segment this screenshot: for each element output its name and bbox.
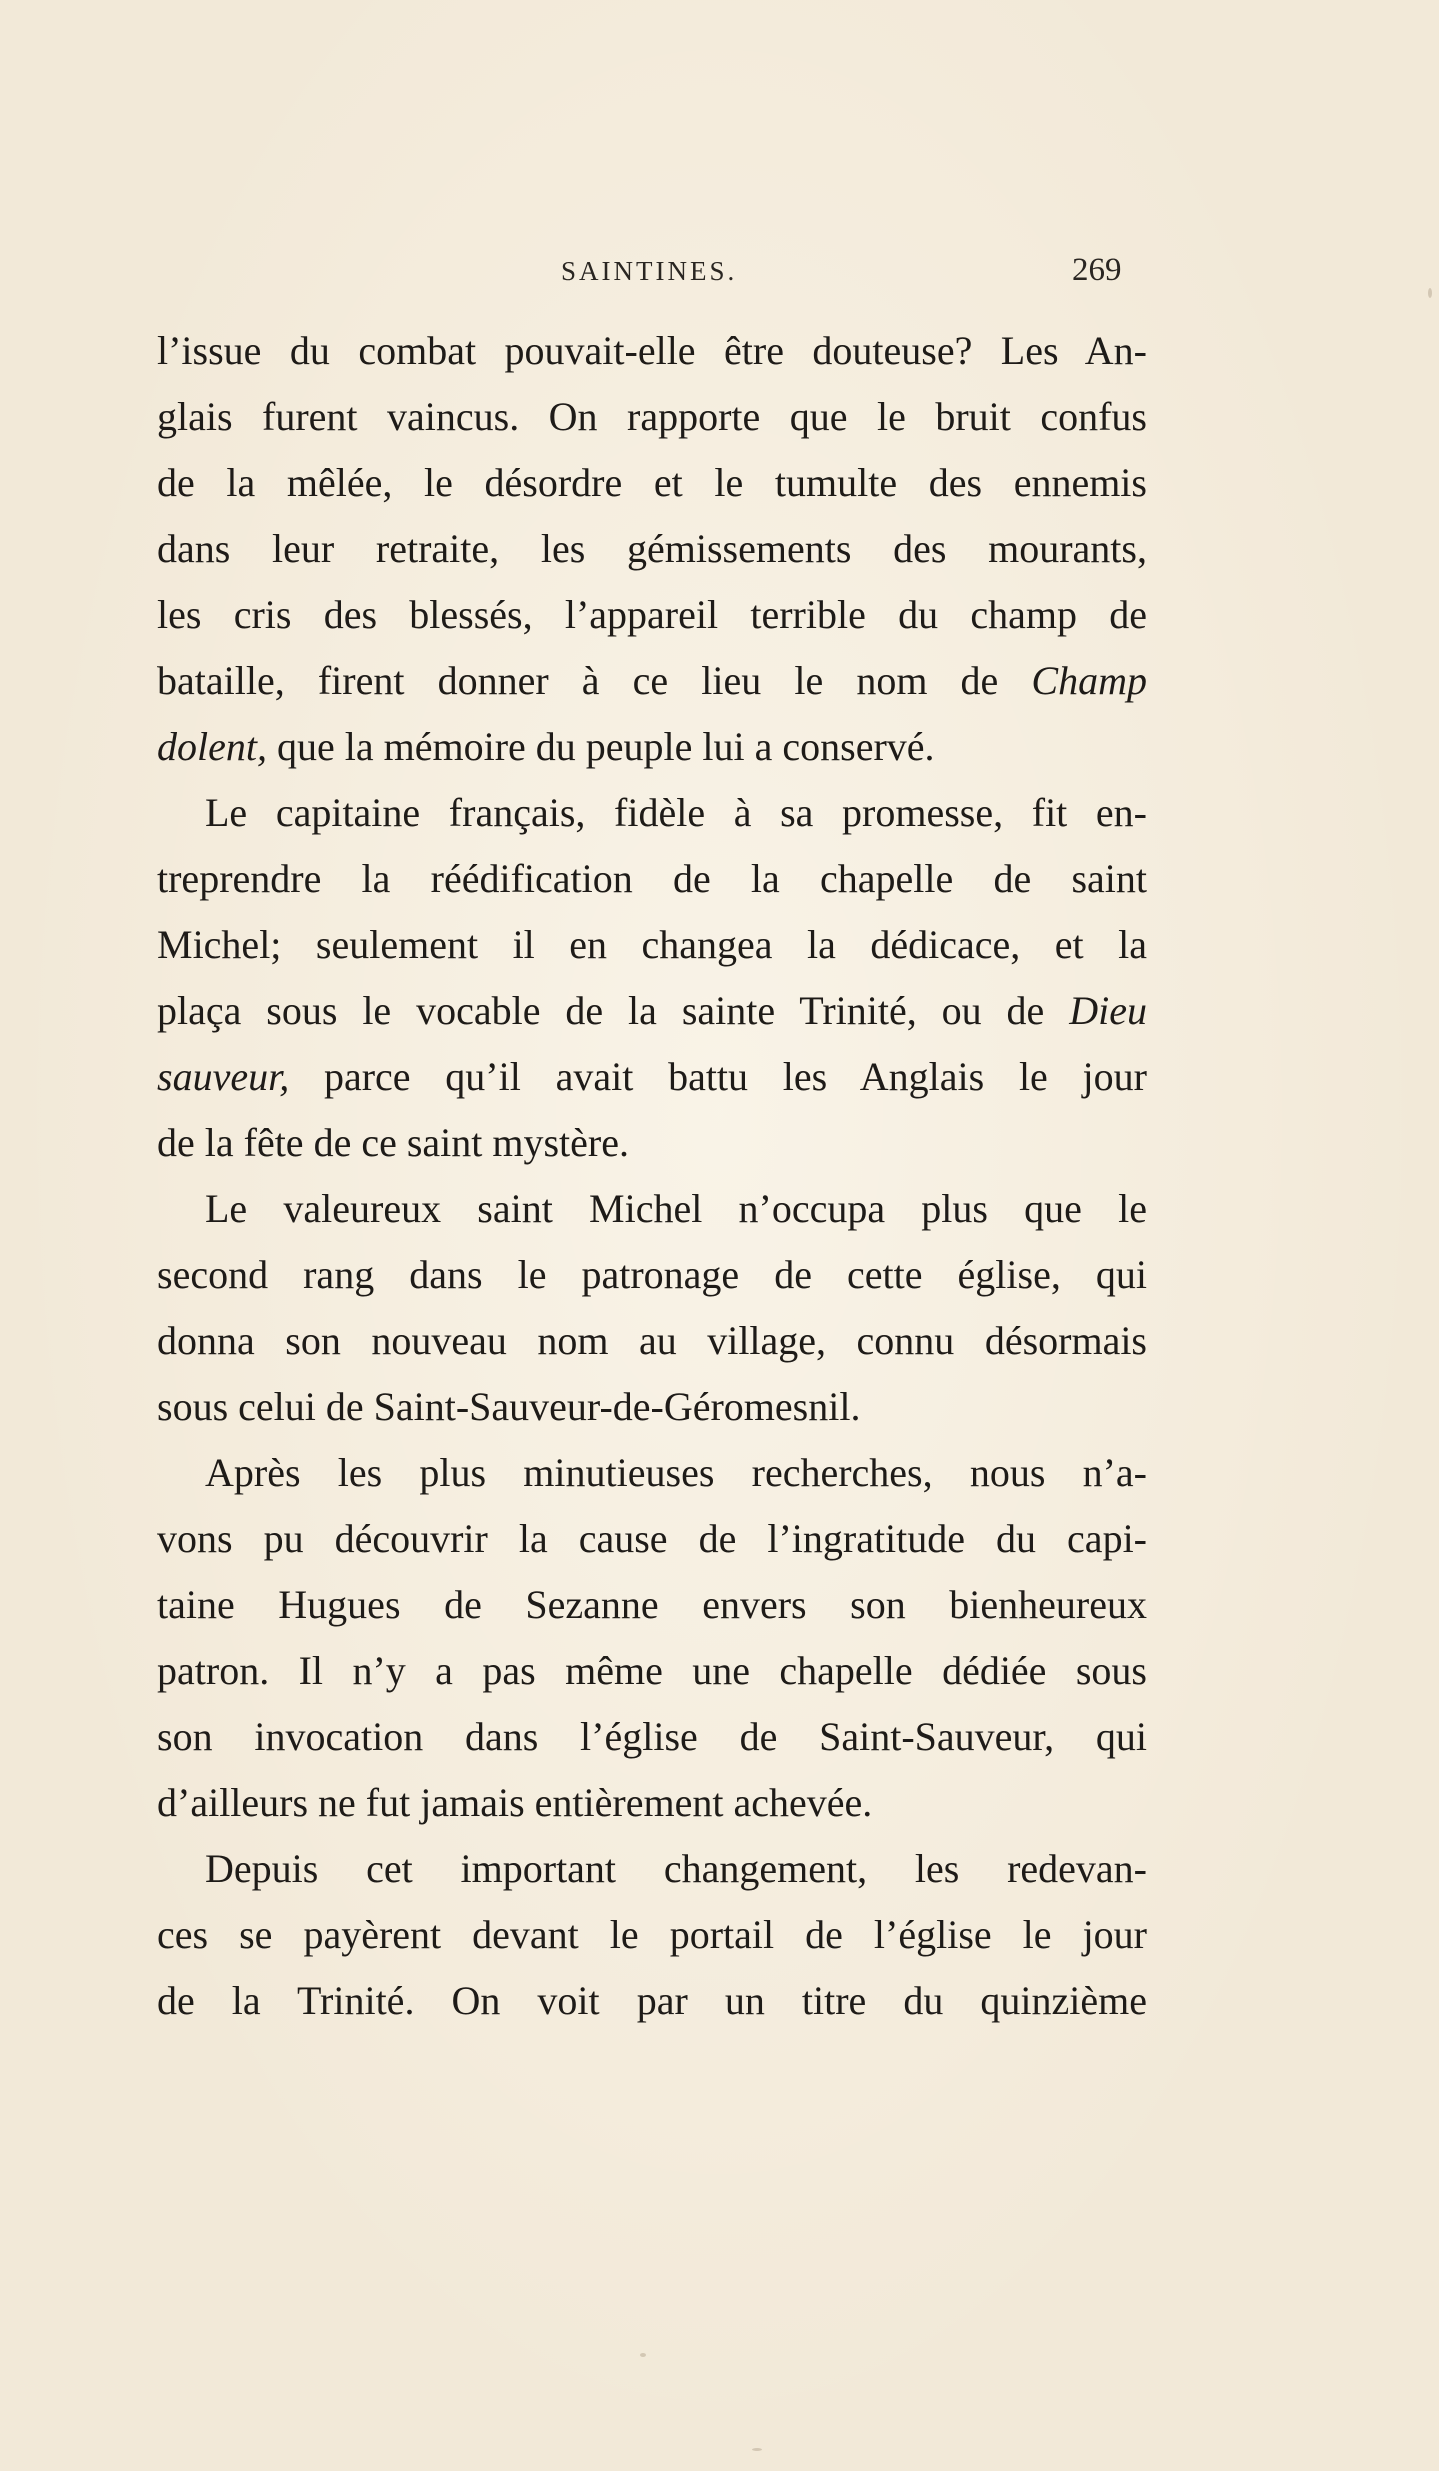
- paragraph-first-line: Le capitaine français, fidèle à sa promesse, fit en-: [205, 790, 1147, 835]
- text-line: l’issue du combat pouvait-elle être douteuse? Les An-: [157, 328, 1147, 373]
- italic-term: dolent,: [157, 724, 267, 769]
- text-line: sous celui de Saint-Sauveur-de-Géromesnil.: [157, 1384, 861, 1429]
- text-line: de la Trinité. On voit par un titre du quinzième: [157, 1978, 1147, 2023]
- text-line: de la mêlée, le désordre et le tumulte des ennemis: [157, 460, 1147, 505]
- paper-speck: [640, 2353, 646, 2357]
- text-line: glais furent vaincus. On rapporte que le bruit confus: [157, 394, 1147, 439]
- paragraph-first-line: Le valeureux saint Michel n’occupa plus que le: [205, 1186, 1147, 1231]
- paragraph-first-line: Depuis cet important changement, les redevan-: [205, 1846, 1147, 1891]
- text-line: plaça sous le vocable de la sainte Trinité, ou de Dieu: [157, 988, 1147, 1033]
- text-line: sauveur, parce qu’il avait battu les Anglais le jour: [157, 1054, 1147, 1099]
- text-line: dolent, que la mémoire du peuple lui a conservé.: [157, 724, 935, 769]
- running-head: [0, 252, 1439, 296]
- body-text: [157, 318, 1147, 2034]
- text-line: taine Hugues de Sezanne envers son bienheureux: [157, 1582, 1147, 1627]
- paper-speck: [1428, 288, 1432, 298]
- text-line: dans leur retraite, les gémissements des mourants,: [157, 526, 1147, 571]
- running-title: SAINTINES.: [561, 256, 738, 286]
- text-line: bataille, firent donner à ce lieu le nom de Champ: [157, 658, 1147, 703]
- italic-term: sauveur,: [157, 1054, 290, 1099]
- text-line: treprendre la réédification de la chapelle de saint: [157, 856, 1147, 901]
- text-line: les cris des blessés, l’appareil terrible du champ de: [157, 592, 1147, 637]
- text-line: patron. Il n’y a pas même une chapelle dédiée sous: [157, 1648, 1147, 1693]
- text-line: Michel; seulement il en changea la dédicace, et la: [157, 922, 1147, 967]
- text-line: second rang dans le patronage de cette église, qui: [157, 1252, 1147, 1297]
- paper-speck: [752, 2448, 762, 2451]
- page-number: 269: [1072, 252, 1122, 288]
- text-line: son invocation dans l’église de Saint-Sauveur, qui: [157, 1714, 1147, 1759]
- text-line: donna son nouveau nom au village, connu désormais: [157, 1318, 1147, 1363]
- text-line: de la fête de ce saint mystère.: [157, 1120, 629, 1165]
- italic-term: Champ: [1031, 658, 1147, 703]
- text-line: vons pu découvrir la cause de l’ingratitude du capi-: [157, 1516, 1147, 1561]
- italic-term: Dieu: [1069, 988, 1147, 1033]
- text-line: ces se payèrent devant le portail de l’église le jour: [157, 1912, 1147, 1957]
- text-line: d’ailleurs ne fut jamais entièrement achevée.: [157, 1780, 873, 1825]
- paragraph-first-line: Après les plus minutieuses recherches, nous n’a-: [205, 1450, 1147, 1495]
